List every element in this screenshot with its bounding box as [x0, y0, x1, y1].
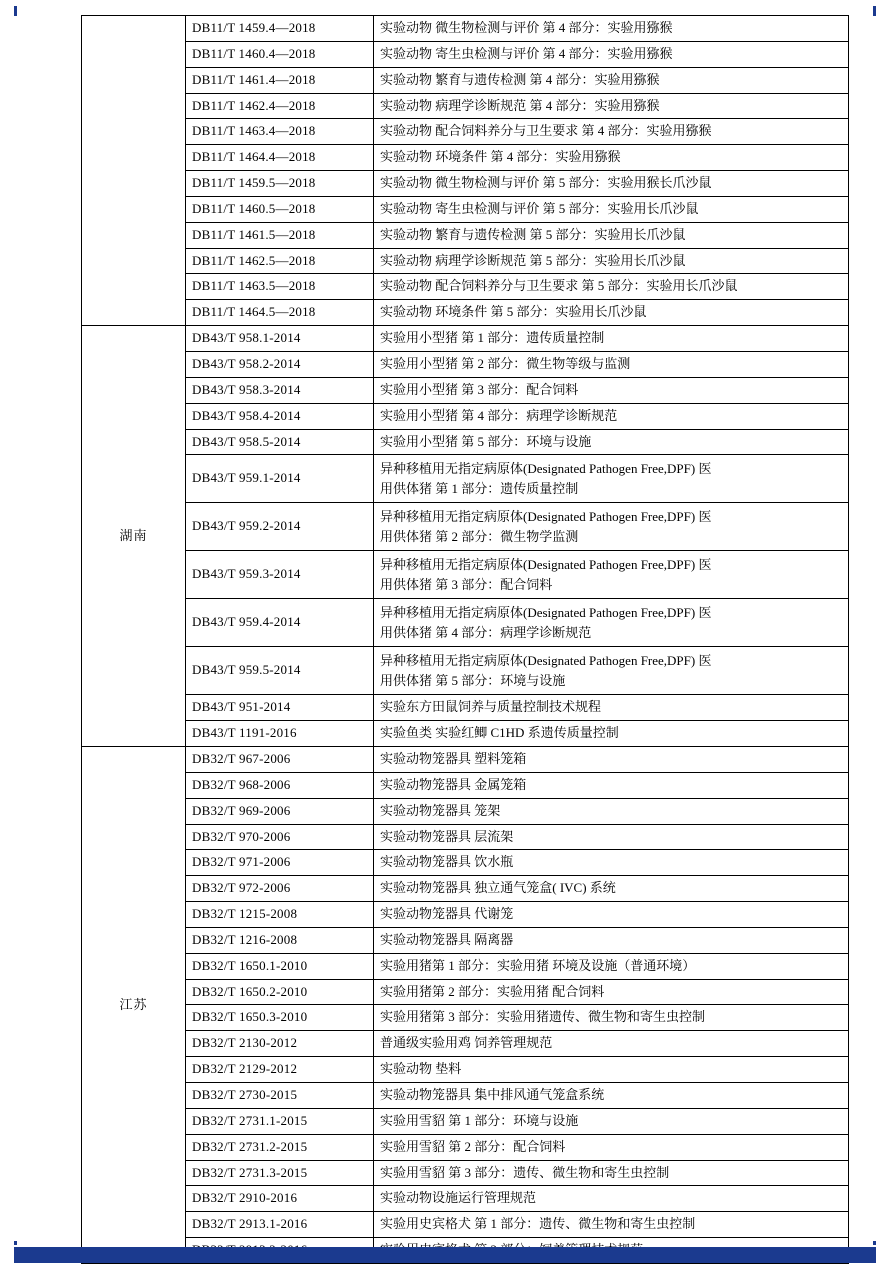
table-row	[82, 927, 849, 953]
standard-title-cell: 实验用雪貂 第 2 部分：配合饲料	[374, 1134, 849, 1160]
standard-code-cell: DB32/T 1215-2008	[186, 902, 374, 928]
standard-title-line: 异种移植用无指定病原体(Designated Pathogen Free,DPF) 医	[380, 461, 712, 477]
standard-title-line: 用供体猪 第 1 部分：遗传质量控制	[380, 480, 579, 496]
standard-title-line: 用供体猪 第 3 部分：配合饲料	[380, 576, 553, 592]
standard-title-line: 异种移植用无指定病原体(Designated Pathogen Free,DPF) 医	[380, 509, 712, 525]
standard-title-cell: 实验鱼类 实验红鲫 C1HD 系遗传质量控制	[374, 721, 849, 747]
standard-code-cell: DB43/T 958.5-2014	[186, 429, 374, 455]
standard-title-cell	[374, 599, 849, 647]
standard-title-cell: 实验用小型猪 第 3 部分：配合饲料	[374, 377, 849, 403]
table-row	[82, 1186, 849, 1212]
standard-code-cell: DB43/T 959.3-2014	[186, 551, 374, 599]
standard-code-cell: DB32/T 971-2006	[186, 850, 374, 876]
standard-title-cell: 实验用小型猪 第 2 部分：微生物等级与监测	[374, 351, 849, 377]
standards-table-container	[81, 15, 809, 1264]
standard-title-cell: 实验动物 垫料	[374, 1057, 849, 1083]
standard-title-cell: 普通级实验用鸡 饲养管理规范	[374, 1031, 849, 1057]
table-row	[82, 747, 849, 773]
standard-title-cell: 实验动物笼器具 隔离器	[374, 927, 849, 953]
standard-code-cell: DB11/T 1459.5—2018	[186, 171, 374, 197]
standard-title-cell: 实验动物 寄生虫检测与评价 第 4 部分：实验用猕猴	[374, 41, 849, 67]
table-row	[82, 455, 849, 503]
standard-title-cell: 实验用小型猪 第 4 部分：病理学诊断规范	[374, 403, 849, 429]
standard-title-cell: 实验用猪第 1 部分：实验用猪 环境及设施（普通环境）	[374, 953, 849, 979]
standard-title-cell: 实验动物 环境条件 第 5 部分：实验用长爪沙鼠	[374, 300, 849, 326]
standard-code-cell: DB32/T 2130-2012	[186, 1031, 374, 1057]
table-row	[82, 695, 849, 721]
standard-title-cell: 实验动物笼器具 金属笼箱	[374, 772, 849, 798]
table-row	[82, 503, 849, 551]
standard-title-cell: 实验动物笼器具 集中排风通气笼盒系统	[374, 1083, 849, 1109]
table-row	[82, 850, 849, 876]
table-row	[82, 119, 849, 145]
standard-code-cell: DB32/T 2129-2012	[186, 1057, 374, 1083]
standard-title-cell: 实验动物 繁育与遗传检测 第 4 部分：实验用猕猴	[374, 67, 849, 93]
table-row	[82, 1212, 849, 1238]
standard-code-cell: DB43/T 958.3-2014	[186, 377, 374, 403]
standard-code-cell: DB32/T 2730-2015	[186, 1083, 374, 1109]
standard-code-cell: DB43/T 958.4-2014	[186, 403, 374, 429]
standard-code-cell: DB11/T 1460.4—2018	[186, 41, 374, 67]
region-cell	[82, 16, 186, 326]
table-row	[82, 1160, 849, 1186]
standard-code-cell: DB32/T 2731.2-2015	[186, 1134, 374, 1160]
standard-code-cell: DB32/T 968-2006	[186, 772, 374, 798]
table-row	[82, 377, 849, 403]
standard-title-cell: 实验东方田鼠饲养与质量控制技术规程	[374, 695, 849, 721]
standard-code-cell: DB32/T 1650.3-2010	[186, 1005, 374, 1031]
table-row	[82, 979, 849, 1005]
standard-code-cell: DB32/T 967-2006	[186, 747, 374, 773]
standard-code-cell: DB32/T 1650.1-2010	[186, 953, 374, 979]
table-row	[82, 196, 849, 222]
table-row	[82, 1083, 849, 1109]
region-cell: 江苏	[82, 747, 186, 1264]
standard-title-cell: 实验动物 病理学诊断规范 第 5 部分：实验用长爪沙鼠	[374, 248, 849, 274]
table-row	[82, 171, 849, 197]
table-row	[82, 551, 849, 599]
standard-code-cell: DB43/T 951-2014	[186, 695, 374, 721]
standard-code-cell: DB11/T 1462.4—2018	[186, 93, 374, 119]
table-row	[82, 599, 849, 647]
table-row	[82, 1057, 849, 1083]
table-row	[82, 953, 849, 979]
standard-code-cell: DB32/T 969-2006	[186, 798, 374, 824]
standard-code-cell: DB11/T 1463.5—2018	[186, 274, 374, 300]
standard-code-cell: DB11/T 1461.4—2018	[186, 67, 374, 93]
standard-title-cell: 实验动物笼器具 饮水瓶	[374, 850, 849, 876]
standard-code-cell: DB32/T 2731.3-2015	[186, 1160, 374, 1186]
table-row	[82, 902, 849, 928]
standard-code-cell: DB43/T 959.1-2014	[186, 455, 374, 503]
table-row	[82, 1108, 849, 1134]
standard-title-cell: 实验动物 配合饲料养分与卫生要求 第 4 部分：实验用猕猴	[374, 119, 849, 145]
table-row	[82, 876, 849, 902]
standard-title-cell	[374, 647, 849, 695]
table-row	[82, 351, 849, 377]
table-row	[82, 41, 849, 67]
standard-code-cell: DB32/T 970-2006	[186, 824, 374, 850]
standard-code-cell: DB32/T 2910-2016	[186, 1186, 374, 1212]
standard-title-line: 用供体猪 第 5 部分：环境与设施	[380, 672, 566, 688]
table-row	[82, 1134, 849, 1160]
standard-code-cell: DB11/T 1464.4—2018	[186, 145, 374, 171]
standard-title-cell: 实验用猪第 3 部分：实验用猪遗传、微生物和寄生虫控制	[374, 1005, 849, 1031]
table-row	[82, 1005, 849, 1031]
standard-title-cell: 实验动物 微生物检测与评价 第 5 部分：实验用猴长爪沙鼠	[374, 171, 849, 197]
standard-title-cell: 实验动物笼器具 层流架	[374, 824, 849, 850]
standard-code-cell: DB11/T 1459.4—2018	[186, 16, 374, 42]
standard-title-line: 异种移植用无指定病原体(Designated Pathogen Free,DPF) 医	[380, 653, 712, 669]
standard-code-cell: DB43/T 958.1-2014	[186, 326, 374, 352]
table-row	[82, 403, 849, 429]
region-cell: 湖南	[82, 326, 186, 747]
standard-code-cell: DB11/T 1460.5—2018	[186, 196, 374, 222]
standard-title-cell	[374, 503, 849, 551]
table-row	[82, 145, 849, 171]
table-row	[82, 67, 849, 93]
standard-code-cell: DB11/T 1464.5—2018	[186, 300, 374, 326]
table-row	[82, 222, 849, 248]
standard-title-cell: 实验用雪貂 第 3 部分：遗传、微生物和寄生虫控制	[374, 1160, 849, 1186]
standard-title-cell: 实验动物 繁育与遗传检测 第 5 部分：实验用长爪沙鼠	[374, 222, 849, 248]
table-row	[82, 274, 849, 300]
standard-code-cell: DB32/T 1650.2-2010	[186, 979, 374, 1005]
standard-title-cell	[374, 455, 849, 503]
standard-code-cell: DB43/T 959.2-2014	[186, 503, 374, 551]
standard-title-cell: 实验用小型猪 第 1 部分：遗传质量控制	[374, 326, 849, 352]
table-row	[82, 300, 849, 326]
standard-title-line: 异种移植用无指定病原体(Designated Pathogen Free,DPF) 医	[380, 557, 712, 573]
table-row	[82, 16, 849, 42]
standard-code-cell: DB43/T 959.5-2014	[186, 647, 374, 695]
standard-title-line: 用供体猪 第 4 部分：病理学诊断规范	[380, 624, 592, 640]
standard-code-cell: DB11/T 1462.5—2018	[186, 248, 374, 274]
standard-code-cell: DB43/T 958.2-2014	[186, 351, 374, 377]
page-bottom-inner-border	[14, 1241, 876, 1245]
table-row	[82, 721, 849, 747]
standard-code-cell: DB43/T 959.4-2014	[186, 599, 374, 647]
standard-title-cell: 实验动物设施运行管理规范	[374, 1186, 849, 1212]
standard-code-cell: DB32/T 972-2006	[186, 876, 374, 902]
table-row	[82, 1031, 849, 1057]
standard-title-cell: 实验动物 配合饲料养分与卫生要求 第 5 部分：实验用长爪沙鼠	[374, 274, 849, 300]
standards-table	[81, 15, 849, 1264]
standard-title-cell: 实验动物 微生物检测与评价 第 4 部分：实验用猕猴	[374, 16, 849, 42]
standard-title-cell: 实验用雪貂 第 1 部分：环境与设施	[374, 1108, 849, 1134]
table-row	[82, 798, 849, 824]
page-bottom-border	[14, 1247, 876, 1263]
table-row	[82, 647, 849, 695]
table-row	[82, 326, 849, 352]
standard-code-cell: DB32/T 1216-2008	[186, 927, 374, 953]
standard-title-cell: 实验用小型猪 第 5 部分：环境与设施	[374, 429, 849, 455]
table-row	[82, 429, 849, 455]
standard-title-cell: 实验动物笼器具 笼架	[374, 798, 849, 824]
standard-code-cell: DB43/T 1191-2016	[186, 721, 374, 747]
standard-title-cell	[374, 551, 849, 599]
table-row	[82, 248, 849, 274]
standard-title-cell: 实验动物笼器具 塑料笼箱	[374, 747, 849, 773]
table-row	[82, 93, 849, 119]
table-row	[82, 824, 849, 850]
standard-title-cell: 实验动物 寄生虫检测与评价 第 5 部分：实验用长爪沙鼠	[374, 196, 849, 222]
table-row	[82, 772, 849, 798]
standard-code-cell: DB32/T 2731.1-2015	[186, 1108, 374, 1134]
standard-title-cell: 实验动物笼器具 独立通气笼盒( IVC) 系统	[374, 876, 849, 902]
standard-title-cell: 实验动物 病理学诊断规范 第 4 部分：实验用猕猴	[374, 93, 849, 119]
standard-title-cell: 实验用史宾格犬 第 1 部分：遗传、微生物和寄生虫控制	[374, 1212, 849, 1238]
standard-title-cell: 实验动物笼器具 代谢笼	[374, 902, 849, 928]
standard-code-cell: DB11/T 1461.5—2018	[186, 222, 374, 248]
standard-title-line: 用供体猪 第 2 部分：微生物学监测	[380, 528, 579, 544]
standard-code-cell: DB11/T 1463.4—2018	[186, 119, 374, 145]
standard-title-line: 异种移植用无指定病原体(Designated Pathogen Free,DPF) 医	[380, 605, 712, 621]
standard-title-cell: 实验用猪第 2 部分：实验用猪 配合饲料	[374, 979, 849, 1005]
standard-code-cell: DB32/T 2913.1-2016	[186, 1212, 374, 1238]
standard-title-cell: 实验动物 环境条件 第 4 部分：实验用猕猴	[374, 145, 849, 171]
